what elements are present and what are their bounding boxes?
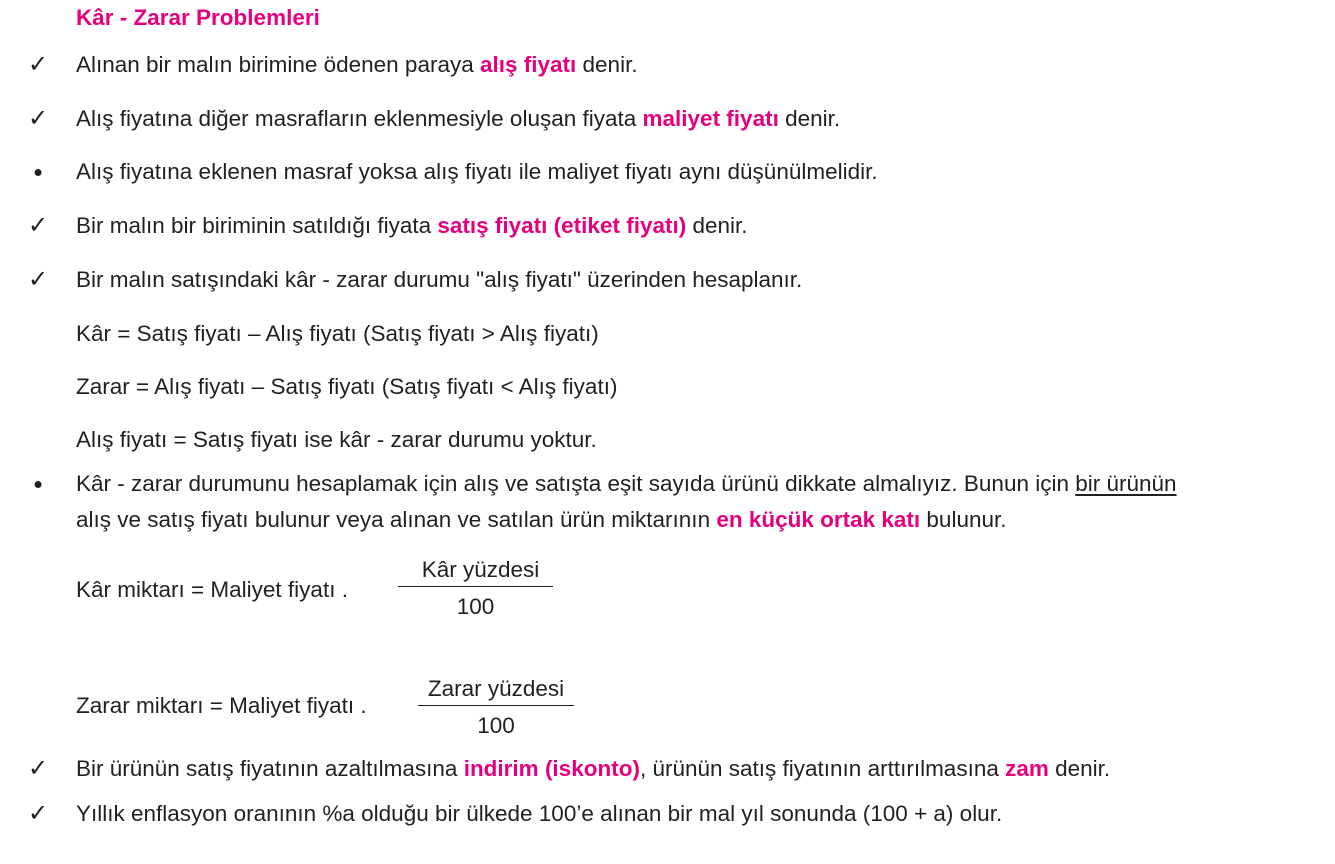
text: bulunur. — [920, 507, 1007, 532]
text: Bir malın bir biriminin satıldığı fiyata — [76, 213, 438, 238]
text: Bir ürünün satış fiyatının azaltılmasına — [76, 756, 464, 781]
formula-kar: Kâr = Satış fiyatı – Alış fiyatı (Satış fiyatı > Alış fiyatı) — [76, 321, 599, 346]
highlight-term: indirim (iskonto) — [463, 756, 640, 781]
formula-zarar: Zarar = Alış fiyatı – Satış fiyatı (Satış fiyatı < Alış fiyatı) — [76, 374, 618, 399]
note-hesaplama: Bir malın satışındaki kâr - zarar durumu "alış fiyatı" üzerinden hesaplanır. — [76, 267, 803, 292]
check-mark-icon: ✓ — [27, 51, 49, 78]
check-mark-icon: ✓ — [27, 800, 49, 827]
note-masraf: Alış fiyatına eklenen masraf yoksa alış fiyatı ile maliyet fiyatı aynı düşünülmelidir. — [76, 159, 878, 184]
bullet-icon: • — [33, 157, 43, 187]
check-mark-icon: ✓ — [27, 755, 49, 782]
highlight-term: satış fiyatı (etiket fiyatı) — [437, 213, 687, 238]
highlight-term: zam — [1005, 756, 1049, 781]
note-ekok-line1 — [76, 470, 1177, 498]
highlight-term: en küçük ortak katı — [716, 507, 921, 532]
text: Alış fiyatına diğer masrafların eklenmesiyle oluşan fiyata — [76, 106, 643, 131]
fraction-numerator: Zarar yüzdesi — [418, 675, 574, 706]
note-ekok-line2 — [76, 506, 1007, 534]
highlight-term: maliyet fiyatı — [642, 106, 779, 131]
check-mark-icon: ✓ — [27, 266, 49, 293]
definition-satis-fiyati — [76, 212, 748, 240]
check-mark-icon: ✓ — [27, 212, 49, 239]
bullet-icon: • — [33, 469, 43, 499]
zarar-yuzdesi-fraction — [418, 675, 574, 740]
fraction-numerator: Kâr yüzdesi — [398, 556, 553, 587]
highlight-term: alış fiyatı — [479, 52, 577, 77]
fraction-denominator: 100 — [477, 713, 515, 738]
definition-indirim-zam — [76, 755, 1110, 783]
text: denir. — [576, 52, 638, 77]
text: denir. — [686, 213, 748, 238]
text: denir. — [1048, 756, 1111, 781]
definition-maliyet-fiyati — [76, 105, 840, 133]
formula-esit: Alış fiyatı = Satış fiyatı ise kâr - zarar durumu yoktur. — [76, 427, 597, 452]
text: Kâr - zarar durumunu hesaplamak için alış ve satışta eşit sayıda ürünü dikkate almalıyız. Bunun için — [76, 471, 1076, 496]
zarar-miktari-lhs: Zarar miktarı = Maliyet fiyatı . — [76, 693, 367, 718]
text: alış ve satış fiyatı bulunur veya alınan ve satılan ürün miktarının — [76, 507, 717, 532]
kar-yuzdesi-fraction — [398, 556, 553, 621]
note-enflasyon: Yıllık enflasyon oranının %a olduğu bir ülkede 100’e alınan bir mal yıl sonunda (100 + a) olur. — [76, 801, 1003, 826]
text: Alınan bir malın birimine ödenen paraya — [76, 52, 480, 77]
text: , ürünün satış fiyatının arttırılmasına — [639, 756, 1006, 781]
check-mark-icon: ✓ — [27, 105, 49, 132]
underlined-text: bir ürünün — [1075, 471, 1177, 496]
definition-alis-fiyati — [76, 51, 638, 79]
fraction-denominator: 100 — [456, 594, 495, 619]
kar-miktari-lhs: Kâr miktarı = Maliyet fiyatı . — [76, 577, 348, 602]
page-title: Kâr - Zarar Problemleri — [76, 5, 320, 30]
text: denir. — [778, 106, 841, 131]
